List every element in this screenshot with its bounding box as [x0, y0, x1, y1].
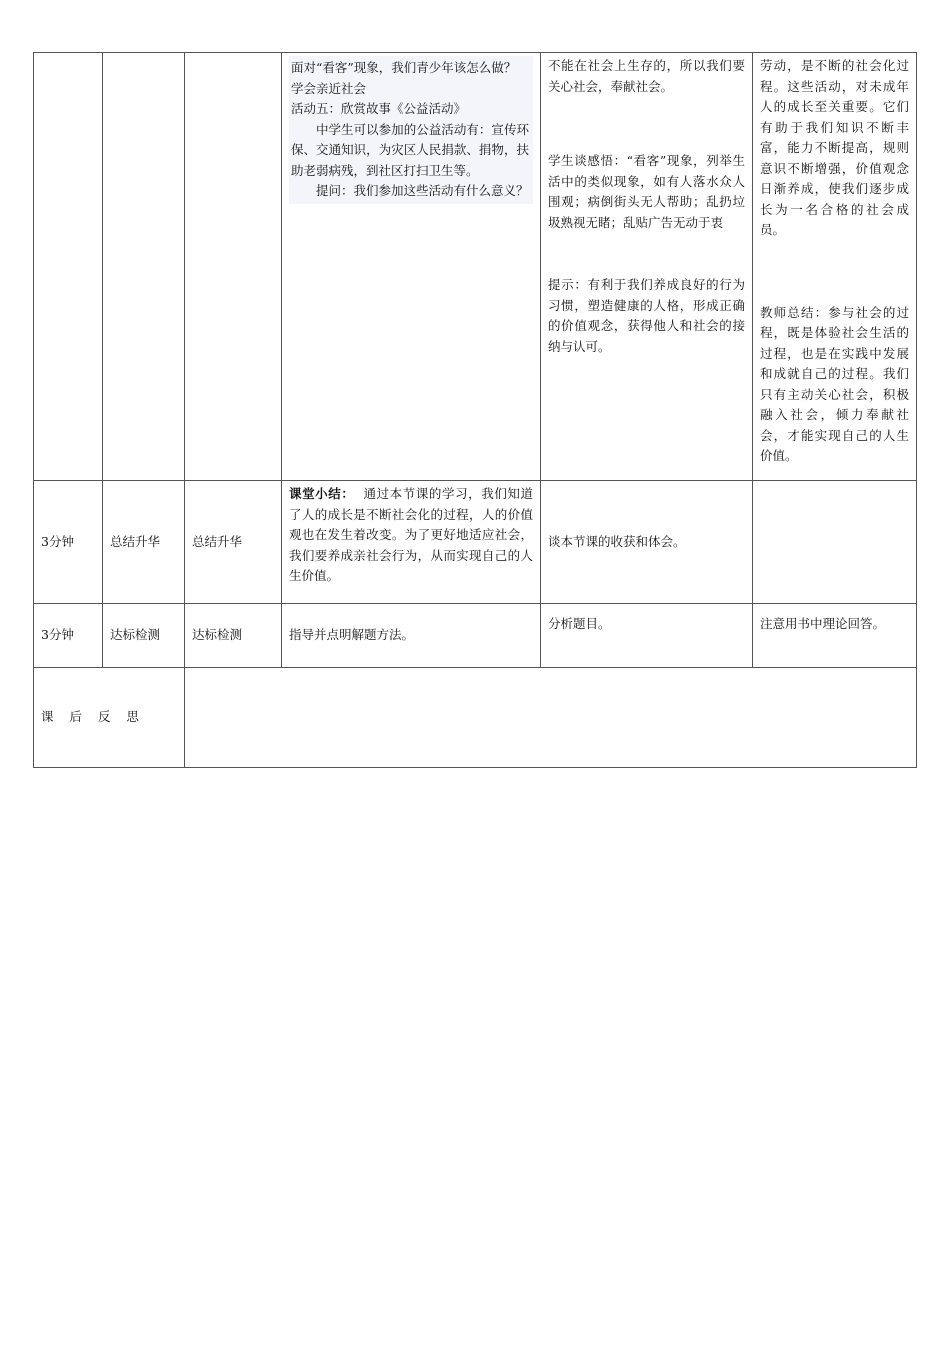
stage-cell	[103, 53, 185, 481]
table-row	[34, 668, 917, 768]
table-row	[34, 604, 917, 668]
reflection-label-cell	[34, 668, 185, 768]
time-cell	[34, 53, 103, 481]
reflection-label: 课 后 反 思	[41, 709, 145, 725]
activity-title: 活动五：欣赏故事《公益活动》	[291, 101, 467, 116]
question-text: 面对“看客”现象，我们青少年该怎么做？	[291, 60, 517, 75]
activity-description: 中学生可以参加的公益活动有：宣传环保、交通知识，为灾区人民捐款、捐物，扶助老弱病残，到社区打扫卫生等。	[291, 121, 529, 178]
summary-label: 课堂小结：	[289, 486, 355, 501]
section-heading: 学会亲近社会	[291, 80, 367, 96]
content-cell: 总结升华	[185, 481, 282, 604]
student-text-1: 不能在社会上生存的，所以我们要关心社会，奉献社会。	[548, 58, 745, 94]
teacher-activity-cell: 指导并点明解题方法。	[282, 604, 541, 668]
student-activity-cell	[541, 53, 753, 481]
teacher-activity-block	[289, 56, 533, 204]
student-text-2: 学生谈感悟：“看客”现象，列举生活中的类似现象，如有人落水众人围观；病倒街头无人帮助；乱扔垃圾熟视无睹；乱贴广告无动于衷	[548, 153, 745, 230]
teacher-summary: 教师总结：参与社会的过程，既是体验社会生活的过程，也是在实践中发展和成就自己的过程。我们只有主动关心社会，积极融入社会，倾力奉献社会，才能实现自己的人生价值。	[760, 304, 909, 463]
lesson-plan-page	[33, 52, 916, 768]
lesson-plan-table	[33, 52, 917, 768]
stage-cell: 达标检测	[103, 604, 185, 668]
time-cell: 3分钟	[34, 604, 103, 668]
content-cell: 达标检测	[185, 604, 282, 668]
student-text: 分析题目。	[548, 616, 611, 631]
design-intent-cell	[753, 53, 917, 481]
reflection-content-cell	[185, 668, 917, 768]
content-cell	[185, 53, 282, 481]
summary-text: 通过本节课的学习，我们知道了人的成长是不断社会化的过程，人的价值观也在发生着改变。为了更好地适应社会，我们要养成亲社会行为，从而实现自己的人生价值。	[289, 486, 533, 583]
student-activity-cell: 谈本节课的收获和体会。	[541, 481, 753, 604]
summary-cell	[282, 481, 541, 604]
teacher-activity-cell	[282, 53, 541, 481]
table-row	[34, 481, 917, 604]
student-hint: 提示：有利于我们养成良好的行为习惯，塑造健康的人格，形成正确的价值观念，获得他人和社会的接纳与认可。	[548, 277, 745, 354]
student-activity-cell	[541, 604, 753, 668]
time-cell: 3分钟	[34, 481, 103, 604]
design-intent-cell	[753, 481, 917, 604]
intent-text: 注意用书中理论回答。	[760, 616, 886, 631]
stage-cell: 总结升华	[103, 481, 185, 604]
activity-question: 提问：我们参加这些活动有什么意义？	[316, 183, 529, 198]
table-row	[34, 53, 917, 481]
intent-text: 劳动，是不断的社会化过程。这些活动，对未成年人的成长至关重要。它们有助于我们知识不断丰富，能力不断提高，规则意识不断增强，价值观念日渐养成，使我们逐步成长为一名合格的社会成员。	[760, 58, 909, 237]
design-intent-cell	[753, 604, 917, 668]
